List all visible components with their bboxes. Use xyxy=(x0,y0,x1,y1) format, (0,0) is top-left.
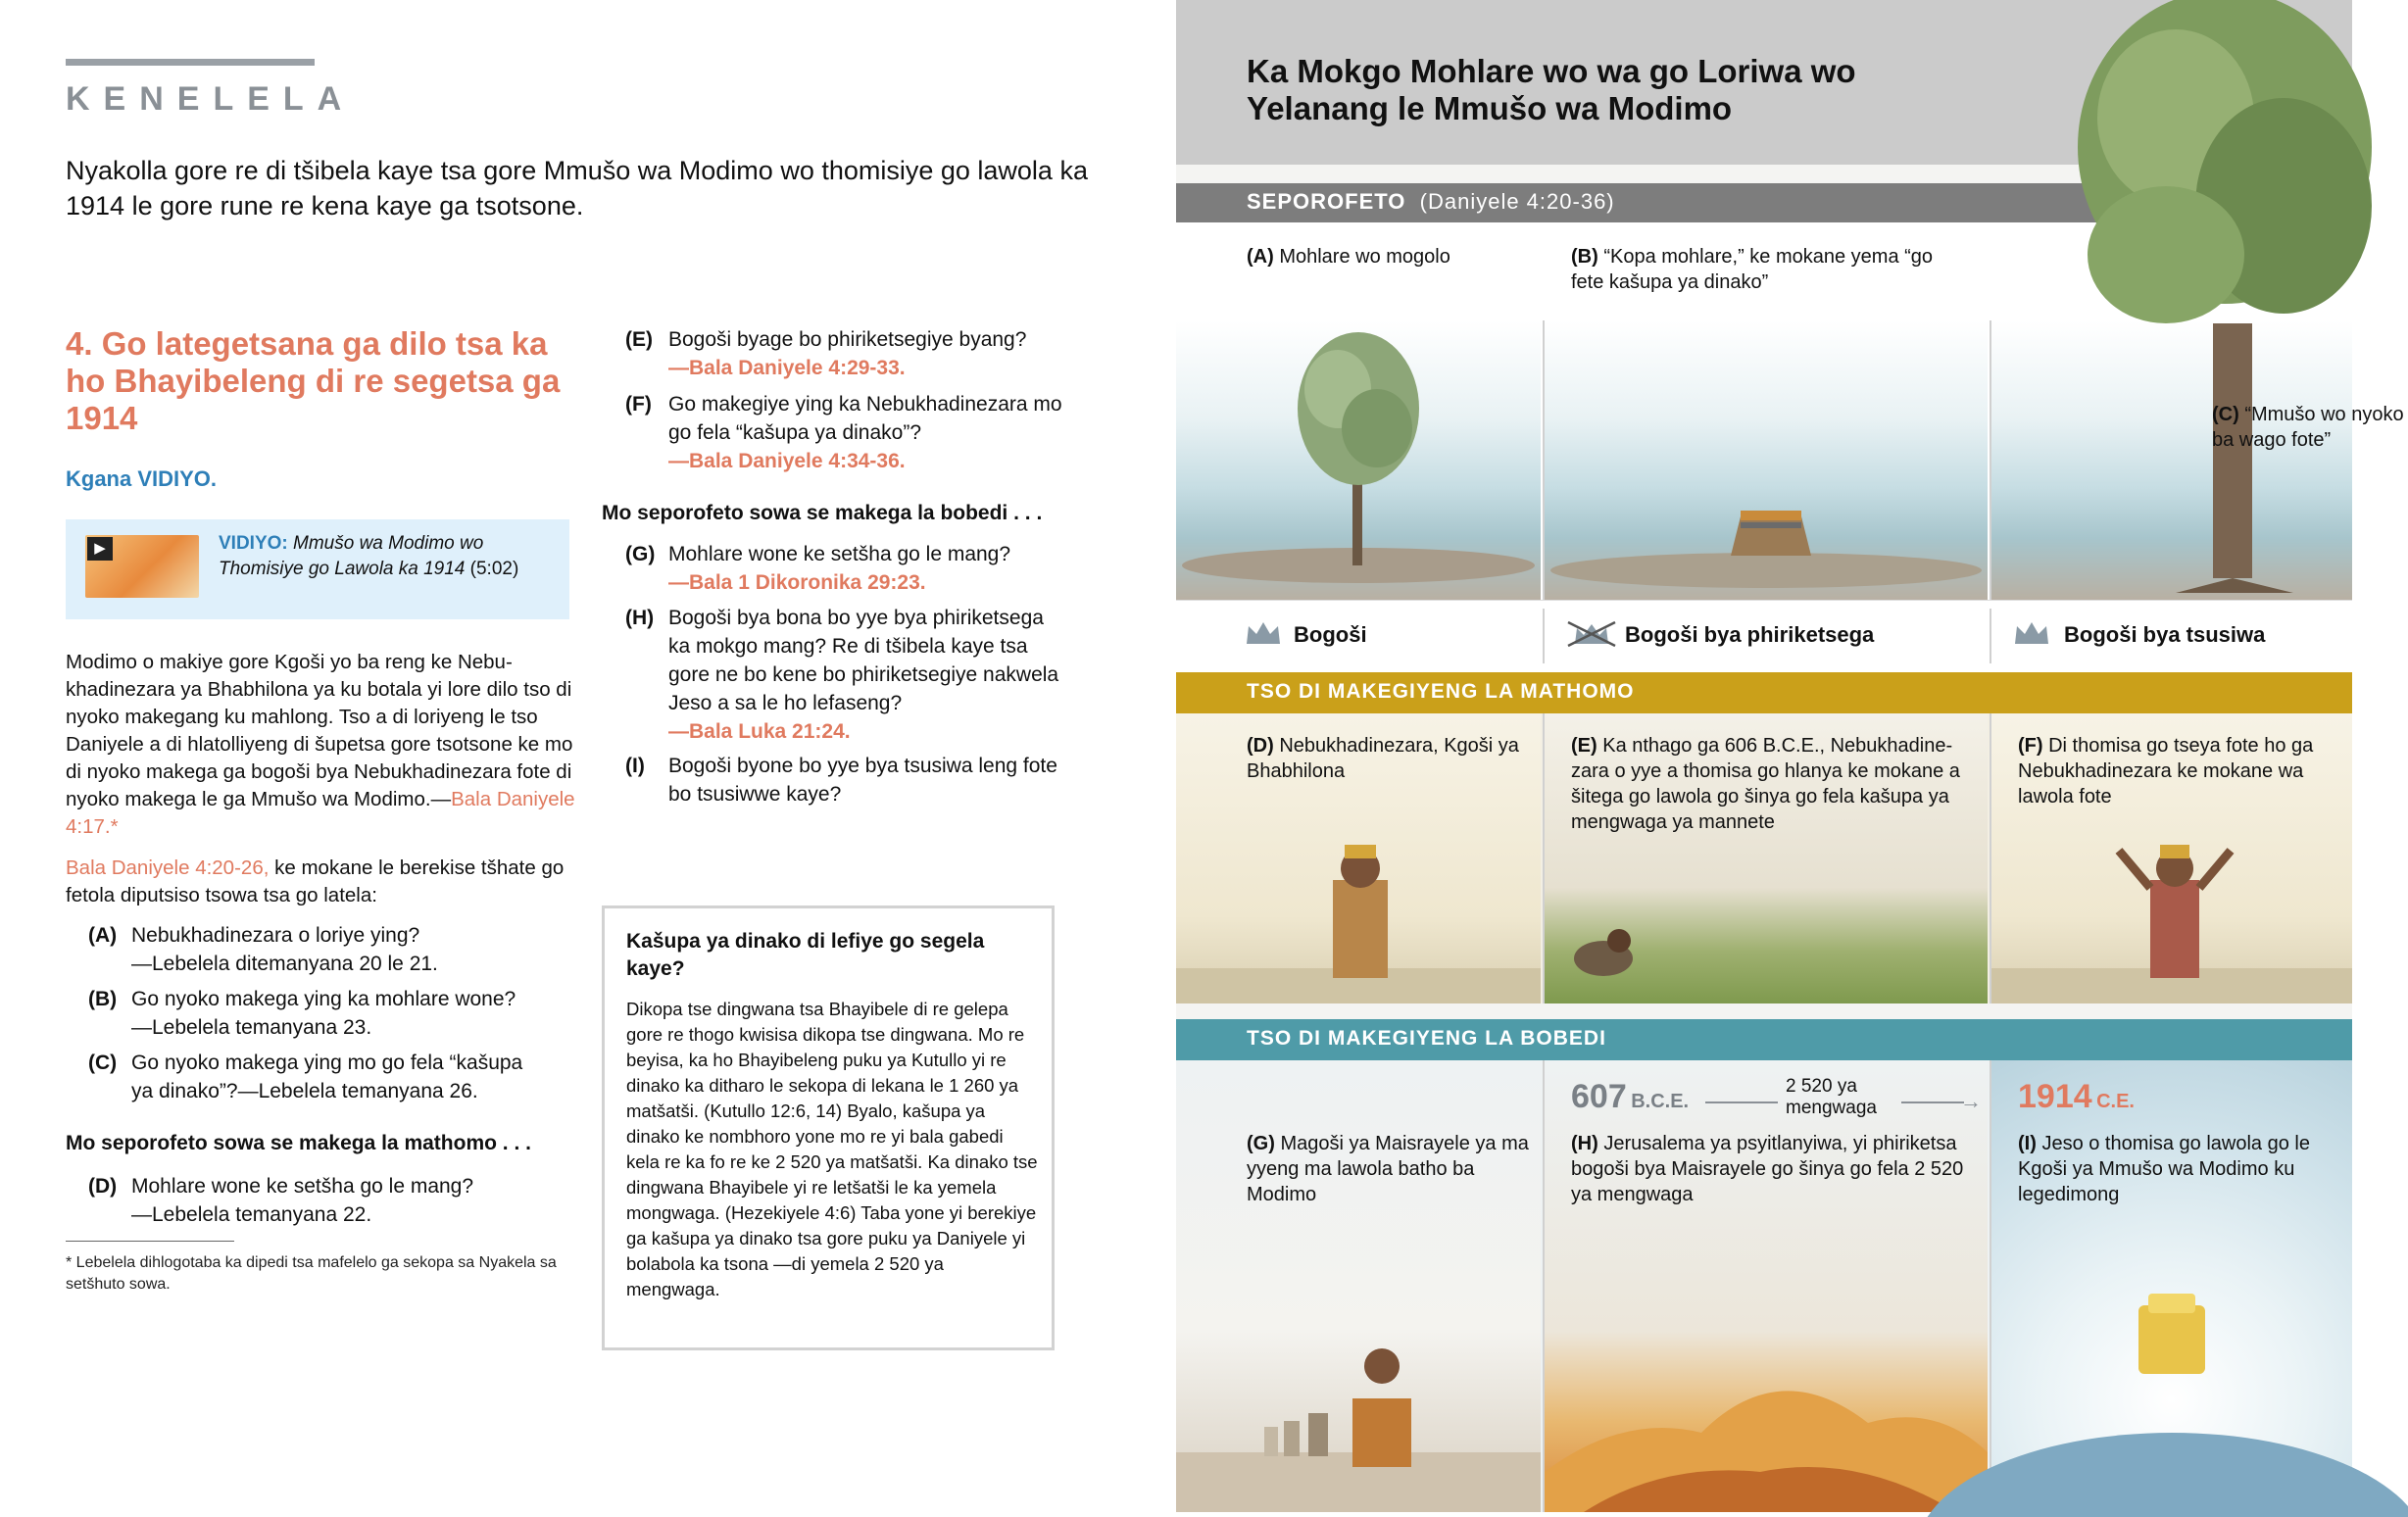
question-letter: (F) xyxy=(625,393,652,416)
question-text: Bogoši byage bo phiriketsegiye byang? —Bala Daniyele 4:29-33. xyxy=(668,328,1027,379)
caption-d: (D) Nebukhadinezara, Kgoši ya Bhabhilona xyxy=(1247,735,1519,782)
year-end: 1914 C.E. xyxy=(2018,1078,2135,1115)
question-text: Mohlare wone ke setšha go le mang? —Bala 1 Dikoronika 29:23. xyxy=(668,543,1011,594)
question-a xyxy=(88,921,578,978)
panel-b-image xyxy=(1545,320,1988,600)
video-link[interactable] xyxy=(66,519,569,619)
panel-divider xyxy=(1543,609,1545,663)
question-letter: (D) xyxy=(88,1175,118,1198)
panel-i-image xyxy=(1991,1060,2352,1512)
kingship-label: Bogoši bya tsusiwa xyxy=(2064,622,2266,647)
footnote-rule xyxy=(66,1241,234,1242)
sidebar-box-text: Dikopa tse dingwana tsa Bhayibele di re gelepa gore re thogo kwisisa dikopa tse dingwana. Mo re beyisa, ka ho Bhayibeleng puku ya Kutullo yi re dinako ka ditharo le sekopa di lekana le 1 260 ya matšatši. (Kutullo 12:6, 14) Byalo, kašupa ya dinako ke nombhoro yone mo re yi bala gabedi kela re ka fo re ke 2 520 ya matšatši. Ka dinako tse dingwana Bhayibele yi re letšatši le ka yemela mongwaga. (Hezekiyele 4:6) Taba yone yi berekiye ga kašupa ya dinako tsa gore puku ya Daniyele yi bolabola ka tsona —di yemela 2 520 ya mengwaga. xyxy=(626,999,1038,1299)
year-start: 607 B.C.E. xyxy=(1571,1078,1690,1115)
kingship-label: Bogoši xyxy=(1294,622,1367,647)
question-text: Nebukhadinezara o loriye ying? —Lebelela ditemanyana 20 le 21. xyxy=(131,924,438,975)
paragraph-2-text: ke mokane le berekise tšhate go fetola diputsiso tsowa tsa go latela: xyxy=(66,856,565,906)
question-text: Go nyoko makega ying ka mohlare wone? —Lebelela temanyana 23. xyxy=(131,988,516,1039)
band-prophecy-text: SEPOROFETO (Daniyele 4:20-36) xyxy=(1247,189,1615,214)
kicker-rule xyxy=(66,59,315,66)
question-b xyxy=(88,985,578,1042)
large-tree-illustration xyxy=(2058,0,2352,600)
second-fulfillment-row xyxy=(1176,1060,2352,1512)
chart-title: Ka Mokgo Mohlare wo wa go Loriwa wo Yelanang le Mmušo wa Modimo xyxy=(1247,53,1856,126)
question-letter: (A) xyxy=(88,924,118,947)
body-paragraph-2 xyxy=(66,855,575,909)
play-video-instruction: Kgana VIDIYO. xyxy=(66,466,218,491)
footnote: * Lebelela dihlogotaba ka dipedi tsa mafelelo ga sekopa sa Nyakela sa setšhuto sowa. xyxy=(66,1254,557,1293)
caption-i: (I) Jeso o thomisa go lawola go le Kgoši ya Mmušo wa Modimo ku legedimong xyxy=(2018,1133,2310,1205)
question-text: Mohlare wone ke setšha go le mang? —Lebelela temanyana 22. xyxy=(131,1175,474,1226)
question-i xyxy=(625,752,1115,808)
small-tree-illustration xyxy=(1176,320,1541,600)
question-letter: (I) xyxy=(625,755,645,777)
band-first-fulfillment-text: TSO DI MAKEGIYENG LA MATHOMO xyxy=(1247,680,1635,703)
panel-a-image xyxy=(1176,320,1541,600)
caption-f: (F) Di thomisa go tseya fote ho ga Nebukhadinezara ke mokane wa lawola fote xyxy=(2018,735,2314,807)
crown-icon xyxy=(1245,620,1282,648)
kicker: KENELELA xyxy=(66,80,356,118)
sidebar-box-title: Kašupa ya dinako di lefiye go segela kaye? xyxy=(626,930,985,980)
subheading-second-fulfillment: Mo seporofeto sowa se makega la bobedi . . . xyxy=(602,502,1043,524)
question-c xyxy=(88,1049,578,1105)
band-second-fulfillment xyxy=(1176,1019,2352,1060)
scripture-ref[interactable]: Bala Daniyele 4:20-26, xyxy=(66,856,270,879)
kingship-row xyxy=(1176,600,2352,672)
question-letter: (H) xyxy=(625,607,655,629)
crossed-crown-icon xyxy=(1566,620,1617,648)
caption-a: (A) Mohlare wo mogolo xyxy=(1247,246,1450,268)
question-letter: (B) xyxy=(88,988,118,1010)
caption-h: (H) Jerusalema ya psyitlanyiwa, yi phiriketsa bogoši bya Maisrayele go šinya go fela 2 520 ya mengwaga xyxy=(1571,1133,1964,1205)
caption-e: (E) Ka nthago ga 606 B.C.E., Nebukhadinezara o yye a thomisa go hlanya ke mokane a šitega go lawola go šinya go fela kašupa ya mengwaga ya mannete xyxy=(1571,735,1960,833)
panel-g-image xyxy=(1176,1060,1541,1512)
band-first-fulfillment xyxy=(1176,672,2352,713)
subheading-first-fulfillment: Mo seporofeto sowa se makega la mathomo . . . xyxy=(66,1132,531,1154)
question-text: Bogoši byone bo yye bya tsusiwa leng fote bo tsusiwwe kaye? xyxy=(668,755,1057,806)
video-duration: (5:02) xyxy=(469,559,519,579)
question-letter: (E) xyxy=(625,328,653,351)
arrow-right-icon: → xyxy=(1960,1089,1982,1113)
question-f xyxy=(625,390,1115,476)
israelite-kings-illustration xyxy=(1176,1060,1541,1512)
heavenly-throne-illustration xyxy=(1991,1060,2352,1512)
caption-b: (B) “Kopa mohlare,” ke mokane yema “go fete kašupa ya dinako” xyxy=(1571,246,1934,293)
prophecy-chart xyxy=(1176,0,2404,1512)
video-caption[interactable] xyxy=(219,531,552,582)
video-label: VIDIYO: xyxy=(219,533,288,554)
body-paragraph-1 xyxy=(66,649,575,841)
question-h xyxy=(625,604,1115,747)
caption-c: (C) “Mmušo wo nyoko ba wago fote” xyxy=(2212,404,2404,451)
question-e xyxy=(625,325,1115,382)
question-d xyxy=(88,1172,578,1229)
play-icon[interactable]: ▶ xyxy=(87,537,113,561)
caption-g: (G) Magoši ya Maisrayele ya ma yyeng ma lawola batho ba Modimo xyxy=(1247,1133,1529,1205)
question-text: Go nyoko makega ying mo go fela “kašupa ya dinako”?—Lebelela temanyana 26. xyxy=(131,1052,523,1102)
tree-stump-illustration xyxy=(1545,320,1988,600)
section-title: 4. Go lategetsana ga dilo tsa ka ho Bhayibeleng di re segetsa ga 1914 xyxy=(66,325,561,436)
question-letter: (G) xyxy=(625,543,656,565)
scripture-ref[interactable]: Bala Daniyele 4:17.* xyxy=(66,788,575,838)
paragraph-1-text: Modimo o makiye gore Kgoši yo ba reng ke Nebukhadinezara ya Bhabhilona ya ku botala yi lore dilo tso di nyoko makegang ku mahlong. Tso a di loriyeng le tso Daniyele a di hlatolliyeng di šupetsa gore tsotsone ke mo di nyoko makega ga bogoši bya Nebukhadinezara fote di nyoko makega le ga Mmušo wa Modimo.— xyxy=(66,651,573,810)
question-letter: (C) xyxy=(88,1052,118,1074)
burning-jerusalem-illustration xyxy=(1545,1060,1988,1512)
first-fulfillment-row xyxy=(1176,713,2352,1003)
timeline-span: 2 520 ya mengwaga xyxy=(1786,1076,1877,1118)
panel-divider xyxy=(1990,609,1991,663)
video-title: Mmušo wa Modimo wo Thomisiye go Lawola ka 1914 xyxy=(219,533,484,579)
kingship-label: Bogoši bya phiriketsega xyxy=(1625,622,1875,647)
sidebar-box xyxy=(602,905,1055,1350)
panel-h-image xyxy=(1545,1060,1988,1512)
question-g xyxy=(625,540,1115,597)
question-text: Bogoši bya bona bo yye bya phiriketsega ka mokgo mang? Re di tšibela kaye tsa gore ne bo kene bo phiriketsegiye nakwela Jeso a sa le ho lefaseng? —Bala Luka 21:24. xyxy=(668,607,1059,743)
timeline-line xyxy=(1705,1101,1778,1103)
band-second-fulfillment-text: TSO DI MAKEGIYENG LA BOBEDI xyxy=(1247,1027,1606,1050)
crown-icon xyxy=(2013,620,2050,648)
intro-text: Nyakolla gore re di tšibela kaye tsa gore Mmušo wa Modimo wo thomisiye go lawola ka 1914 le gore rune re kena kaye ga tsotsone. xyxy=(66,156,1088,220)
timeline-line xyxy=(1901,1101,1964,1103)
question-text: Go makegiye ying ka Nebukhadinezara mo go fela “kašupa ya dinako”? —Bala Daniyele 4:34-36. xyxy=(668,393,1062,472)
